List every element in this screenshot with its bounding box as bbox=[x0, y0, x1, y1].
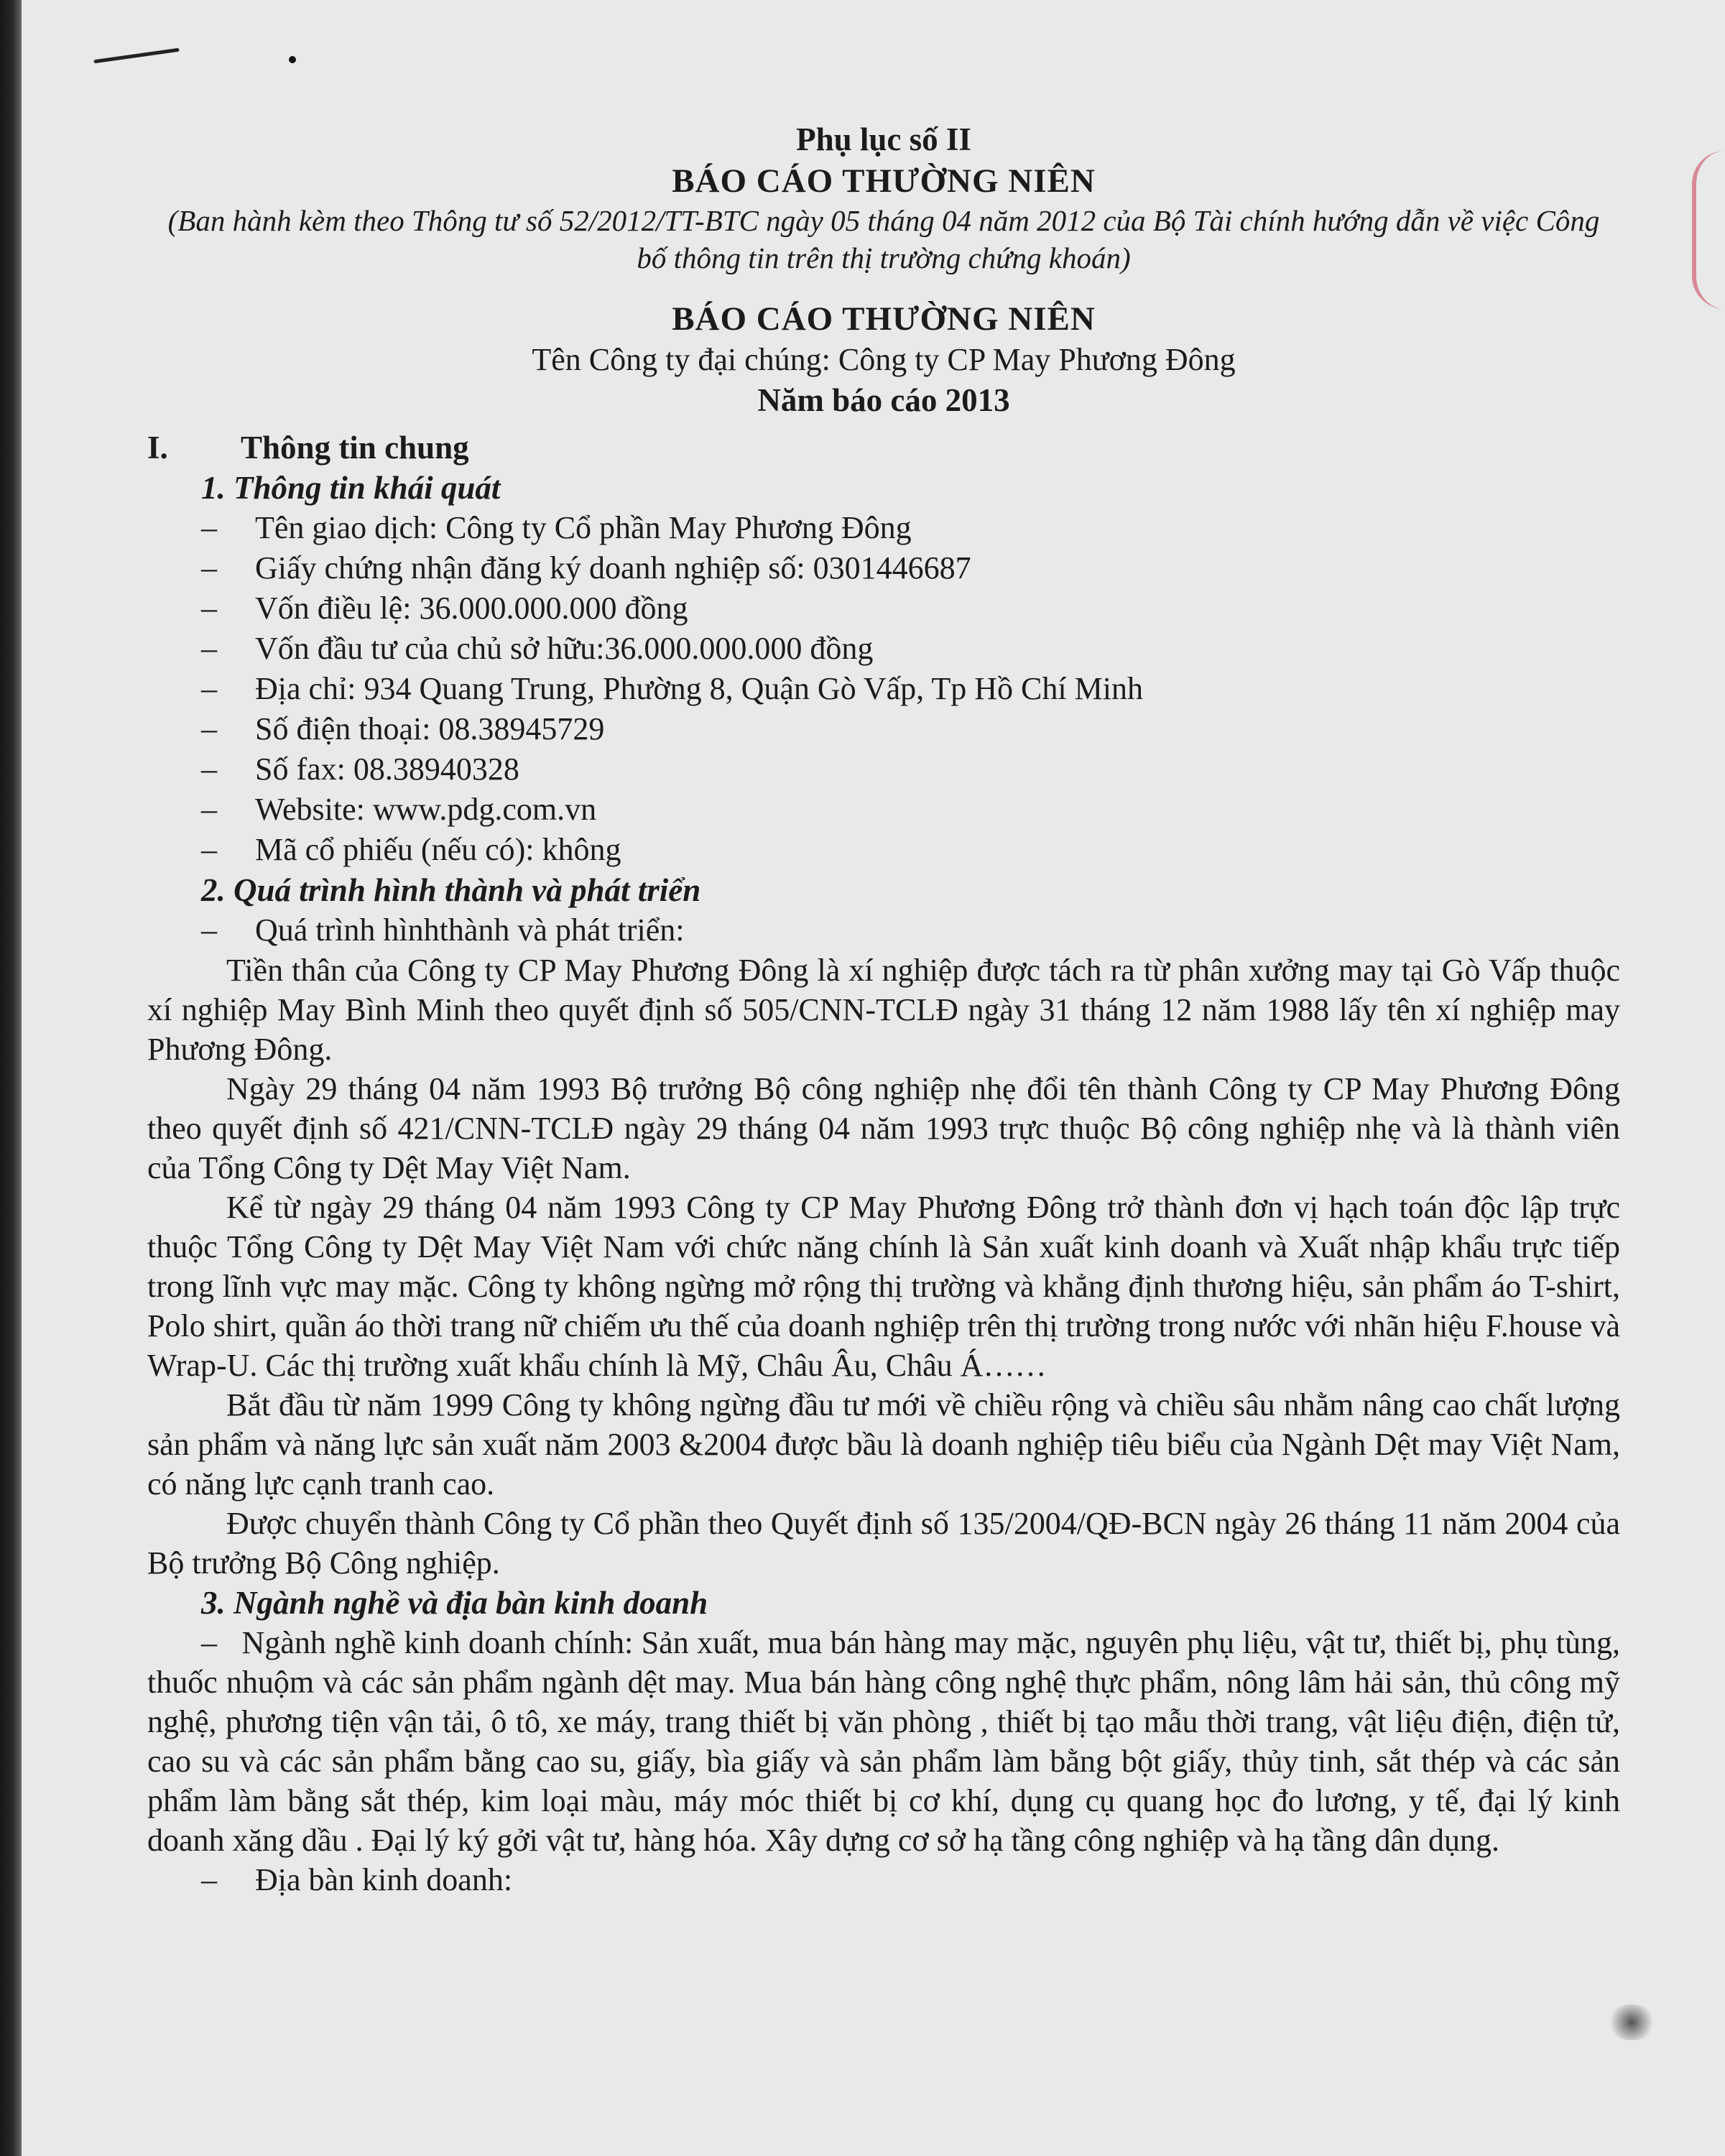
history-paragraph: Tiền thân của Công ty CP May Phương Đông là xí nghiệp được tách ra từ phân xưởng may tại Gò Vấp thuộc xí nghiệp May Bình Minh theo quyết định số 505/CNN-TCLĐ ngày 31 tháng 12 năm 1988 lấy tên xí nghiệp may Phương Đông. bbox=[147, 953, 1620, 1067]
list-item: – Địa bàn kinh doanh: bbox=[201, 1862, 513, 1897]
list-item: – Giấy chứng nhận đăng ký doanh nghiệp số: 0301446687 bbox=[201, 550, 971, 586]
company-name-line: Tên Công ty đại chúng: Công ty CP May Phương Đông bbox=[532, 342, 1236, 377]
report-year: Năm báo cáo 2013 bbox=[757, 382, 1010, 418]
list-item: – Vốn đầu tư của chủ sở hữu:36.000.000.000 đồng bbox=[201, 631, 874, 666]
section-heading-general bbox=[147, 427, 1620, 468]
list-item: – Website: www.pdg.com.vn bbox=[201, 792, 597, 827]
scan-pen-mark bbox=[93, 48, 180, 64]
list-item: – Vốn điều lệ: 36.000.000.000 đồng bbox=[201, 591, 688, 626]
list-item: – Mã cổ phiếu (nếu có): không bbox=[201, 832, 621, 867]
subsection-business-heading: 3. Ngành nghề và địa bàn kinh doanh bbox=[201, 1585, 708, 1621]
history-paragraph: Bắt đầu từ năm 1999 Công ty không ngừng đầu tư mới về chiều rộng và chiều sâu nhằm nâng cao chất lượng sản phẩm và năng lực sản xuất năm 2003 &2004 được bầu là doanh nghiệp tiêu biểu của Ngành Dệt may Việt Nam, có năng lực cạnh tranh cao. bbox=[147, 1387, 1620, 1502]
stamp-fragment bbox=[1692, 151, 1725, 309]
list-item: – Số điện thoại: 08.38945729 bbox=[201, 711, 605, 746]
issued-note: (Ban hành kèm theo Thông tư số 52/2012/TT-BTC ngày 05 tháng 04 năm 2012 của Bộ Tài chính hướng dẫn về việc Công bố thông tin trên thị trường chứng khoán) bbox=[167, 204, 1600, 274]
list-item: – Tên giao dịch: Công ty Cổ phần May Phương Đông bbox=[201, 510, 912, 545]
section-title: Thông tin chung bbox=[241, 430, 469, 466]
list-item: – Số fax: 08.38940328 bbox=[201, 751, 519, 787]
scan-left-edge bbox=[0, 0, 22, 2156]
history-paragraph: Được chuyển thành Công ty Cổ phần theo Quyết định số 135/2004/QĐ-BCN ngày 26 tháng 11 năm 2004 của Bộ trưởng Bộ Công nghiệp. bbox=[147, 1506, 1620, 1581]
document-page bbox=[147, 119, 1620, 1900]
appendix-title: Phụ lục số II bbox=[796, 121, 971, 157]
history-paragraph: Ngày 29 tháng 04 năm 1993 Bộ trưởng Bộ công nghiệp nhẹ đổi tên thành Công ty CP May Phương Đông theo quyết định số 421/CNN-TCLĐ ngày 29 tháng 04 năm 1993 trực thuộc Bộ công nghiệp nhẹ và là thành viên của Tổng Công ty Dệt May Việt Nam. bbox=[147, 1071, 1620, 1185]
list-item: – Địa chỉ: 934 Quang Trung, Phường 8, Quận Gò Vấp, Tp Hồ Chí Minh bbox=[201, 671, 1143, 706]
report-title-repeat: BÁO CÁO THƯỜNG NIÊN bbox=[672, 300, 1096, 338]
history-paragraph: Kể từ ngày 29 tháng 04 năm 1993 Công ty CP May Phương Đông trở thành đơn vị hạch toán độc lập trực thuộc Tổng Công ty Dệt May Việt Nam với chức năng chính là Sản xuất kinh doanh và Xuất nhập khẩu trực tiếp trong lĩnh vực may mặc. Công ty không ngừng mở rộng thị trường và khẳng định thương hiệu, sản phẩm áo T-shirt, Polo shirt, quần áo thời trang nữ chiếm ưu thế của doanh nghiệp trên thị trường trong nước với nhãn hiệu F.house và Wrap-U. Các thị trường xuất khẩu chính là Mỹ, Châu Âu, Châu Á…… bbox=[147, 1190, 1620, 1383]
business-lines-paragraph: – Ngành nghề kinh doanh chính: Sản xuất, mua bán hàng may mặc, nguyên phụ liệu, vật tư, thiết bị, phụ tùng, thuốc nhuộm và các sản phẩm ngành dệt may. Mua bán hàng công nghệ thực phẩm, nông lâm hải sản, thủ công mỹ nghệ, phương tiện vận tải, ô tô, xe máy, trang thiết bị văn phòng , thiết bị tạo mẫu thời trang, vật liệu điện, điện tử, cao su và các sản phẩm bằng cao su, giấy, bìa giấy và sản phẩm làm bằng bột giấy, thủy tinh, sắt thép và các sản phẩm làm bằng sắt thép, kim loại màu, máy móc thiết bị cơ khí, dụng cụ quang học đo lương, y tế, đại lý kinh doanh xăng dầu . Đại lý ký gởi vật tư, hàng hóa. Xây dựng cơ sở hạ tầng công nghiệp và hạ tầng dân dụng. bbox=[147, 1625, 1621, 1858]
section-number: I. bbox=[147, 430, 168, 466]
subsection-history-heading: 2. Quá trình hình thành và phát triển bbox=[201, 872, 701, 908]
scan-smudge bbox=[1606, 2004, 1657, 2040]
report-title: BÁO CÁO THƯỜNG NIÊN bbox=[672, 162, 1096, 200]
subsection-overview-heading: 1. Thông tin khái quát bbox=[201, 470, 501, 506]
scan-dot bbox=[289, 56, 296, 63]
list-item: – Quá trình hìnhthành và phát triển: bbox=[201, 912, 685, 948]
